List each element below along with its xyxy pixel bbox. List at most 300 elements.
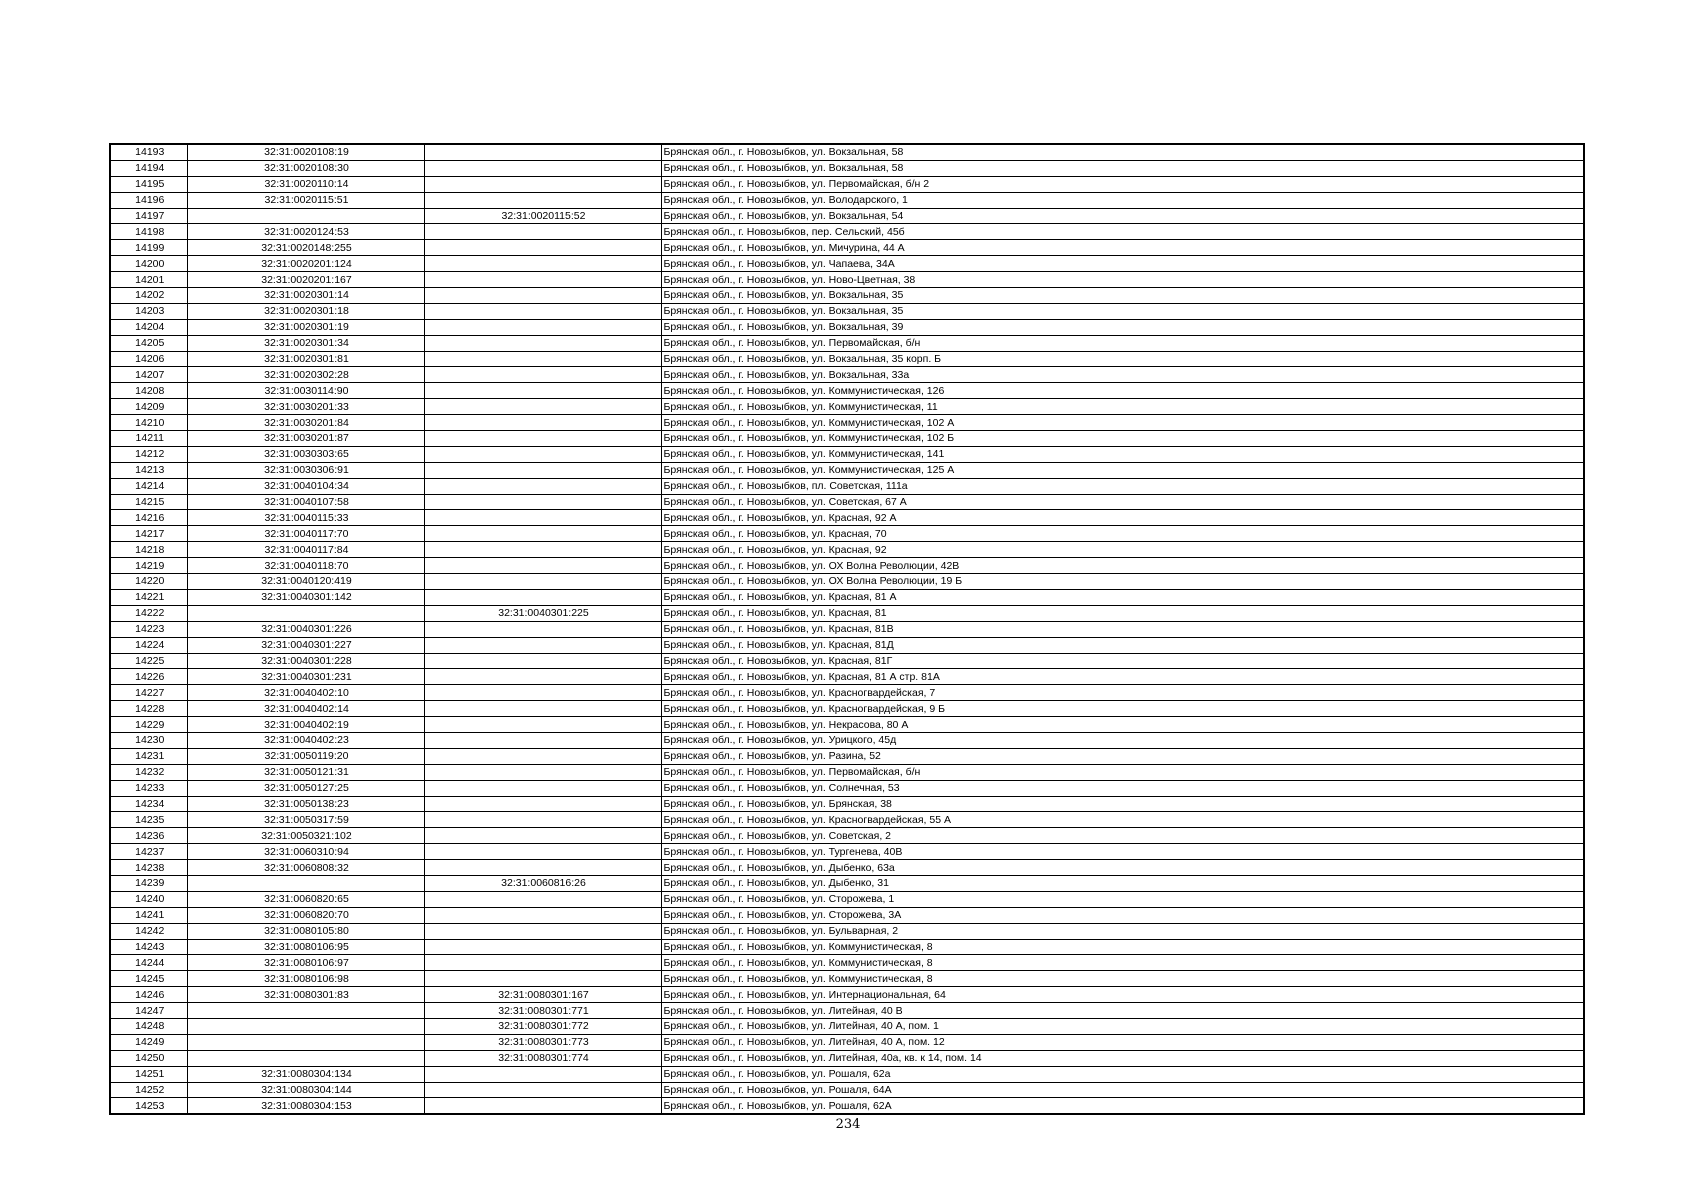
cadastral-number-cell: 32:31:0080105:80 <box>187 923 424 939</box>
row-number-cell: 14249 <box>110 1034 187 1050</box>
cadastral-number-cell: 32:31:0020201:167 <box>187 272 424 288</box>
table-row <box>110 558 1584 574</box>
cadastral-number-cell: 32:31:0040301:231 <box>187 669 424 685</box>
row-number-cell: 14204 <box>110 319 187 335</box>
address-cell: Брянская обл., г. Новозыбков, ул. Рошаля, 62А <box>661 1098 1584 1114</box>
table-row <box>110 415 1584 431</box>
secondary-cadastral-number-cell: 32:31:0060816:26 <box>424 875 661 891</box>
table-row <box>110 1034 1584 1050</box>
address-cell: Брянская обл., г. Новозыбков, ул. Тургенева, 40В <box>661 844 1584 860</box>
table-row <box>110 605 1584 621</box>
address-cell: Брянская обл., г. Новозыбков, ул. Литейная, 40 В <box>661 1003 1584 1019</box>
table-row <box>110 176 1584 192</box>
row-number-cell: 14218 <box>110 542 187 558</box>
cadastral-number-cell: 32:31:0040115:33 <box>187 510 424 526</box>
address-cell: Брянская обл., г. Новозыбков, ул. Первомайская, б/н <box>661 335 1584 351</box>
cadastral-number-cell: 32:31:0020201:124 <box>187 256 424 272</box>
address-cell: Брянская обл., г. Новозыбков, ул. Рошаля, 64А <box>661 1082 1584 1098</box>
row-number-cell: 14233 <box>110 780 187 796</box>
address-cell: Брянская обл., г. Новозыбков, ул. Красная, 81 А <box>661 589 1584 605</box>
row-number-cell: 14195 <box>110 176 187 192</box>
table-row <box>110 526 1584 542</box>
secondary-cadastral-number-cell <box>424 399 661 415</box>
cadastral-number-cell: 32:31:0040402:14 <box>187 701 424 717</box>
secondary-cadastral-number-cell <box>424 748 661 764</box>
address-cell: Брянская обл., г. Новозыбков, ул. Сторожева, 3А <box>661 907 1584 923</box>
row-number-cell: 14213 <box>110 462 187 478</box>
row-number-cell: 14206 <box>110 351 187 367</box>
table-row <box>110 208 1584 224</box>
cadastral-number-cell: 32:31:0080304:144 <box>187 1082 424 1098</box>
address-cell: Брянская обл., г. Новозыбков, пер. Сельский, 45б <box>661 224 1584 240</box>
secondary-cadastral-number-cell <box>424 351 661 367</box>
cadastral-number-cell: 32:31:0050321:102 <box>187 828 424 844</box>
table-row <box>110 780 1584 796</box>
secondary-cadastral-number-cell <box>424 796 661 812</box>
row-number-cell: 14227 <box>110 685 187 701</box>
table-row <box>110 383 1584 399</box>
table-row <box>110 319 1584 335</box>
table-row <box>110 351 1584 367</box>
secondary-cadastral-number-cell: 32:31:0080301:772 <box>424 1018 661 1034</box>
cadastral-number-cell <box>187 605 424 621</box>
cadastral-number-cell: 32:31:0020302:28 <box>187 367 424 383</box>
address-cell: Брянская обл., г. Новозыбков, ул. Коммунистическая, 102 Б <box>661 431 1584 447</box>
secondary-cadastral-number-cell: 32:31:0080301:773 <box>424 1034 661 1050</box>
secondary-cadastral-number-cell <box>424 542 661 558</box>
cadastral-number-cell: 32:31:0040120:419 <box>187 574 424 590</box>
row-number-cell: 14240 <box>110 891 187 907</box>
secondary-cadastral-number-cell <box>424 732 661 748</box>
row-number-cell: 14221 <box>110 589 187 605</box>
row-number-cell: 14201 <box>110 272 187 288</box>
address-cell: Брянская обл., г. Новозыбков, ул. Рошаля, 62а <box>661 1066 1584 1082</box>
address-cell: Брянская обл., г. Новозыбков, ул. Вокзальная, 33а <box>661 367 1584 383</box>
address-cell: Брянская обл., г. Новозыбков, ул. Первомайская, б/н <box>661 764 1584 780</box>
cadastral-number-cell: 32:31:0060808:32 <box>187 860 424 876</box>
row-number-cell: 14225 <box>110 653 187 669</box>
address-cell: Брянская обл., г. Новозыбков, ул. Брянская, 38 <box>661 796 1584 812</box>
table-row <box>110 987 1584 1003</box>
row-number-cell: 14198 <box>110 224 187 240</box>
cadastral-number-cell: 32:31:0040402:10 <box>187 685 424 701</box>
address-cell: Брянская обл., г. Новозыбков, ул. Вокзальная, 35 <box>661 288 1584 304</box>
table-row <box>110 796 1584 812</box>
row-number-cell: 14231 <box>110 748 187 764</box>
address-cell: Брянская обл., г. Новозыбков, ул. Вокзальная, 58 <box>661 160 1584 176</box>
row-number-cell: 14232 <box>110 764 187 780</box>
secondary-cadastral-number-cell <box>424 160 661 176</box>
secondary-cadastral-number-cell <box>424 971 661 987</box>
cadastral-number-cell <box>187 1003 424 1019</box>
cadastral-number-cell: 32:31:0030303:65 <box>187 446 424 462</box>
table-row <box>110 844 1584 860</box>
secondary-cadastral-number-cell <box>424 907 661 923</box>
cadastral-number-cell: 32:31:0030201:84 <box>187 415 424 431</box>
secondary-cadastral-number-cell <box>424 494 661 510</box>
secondary-cadastral-number-cell <box>424 256 661 272</box>
address-cell: Брянская обл., г. Новозыбков, ул. Бульварная, 2 <box>661 923 1584 939</box>
row-number-cell: 14242 <box>110 923 187 939</box>
address-cell: Брянская обл., г. Новозыбков, ул. Красногвардейская, 55 А <box>661 812 1584 828</box>
cadastral-number-cell: 32:31:0020148:255 <box>187 240 424 256</box>
cadastral-number-cell <box>187 1050 424 1066</box>
address-cell: Брянская обл., г. Новозыбков, ул. Ново-Цветная, 38 <box>661 272 1584 288</box>
table-row <box>110 653 1584 669</box>
row-number-cell: 14220 <box>110 574 187 590</box>
cadastral-number-cell: 32:31:0060310:94 <box>187 844 424 860</box>
row-number-cell: 14245 <box>110 971 187 987</box>
row-number-cell: 14210 <box>110 415 187 431</box>
cadastral-number-cell: 32:31:0080106:97 <box>187 955 424 971</box>
secondary-cadastral-number-cell <box>424 828 661 844</box>
secondary-cadastral-number-cell <box>424 288 661 304</box>
table-row <box>110 717 1584 733</box>
cadastral-number-cell: 32:31:0020301:81 <box>187 351 424 367</box>
secondary-cadastral-number-cell <box>424 891 661 907</box>
secondary-cadastral-number-cell: 32:31:0080301:771 <box>424 1003 661 1019</box>
address-cell: Брянская обл., г. Новозыбков, ул. Коммунистическая, 8 <box>661 939 1584 955</box>
secondary-cadastral-number-cell <box>424 955 661 971</box>
cadastral-number-cell: 32:31:0020301:19 <box>187 319 424 335</box>
table-row <box>110 494 1584 510</box>
cadastral-number-cell: 32:31:0040104:34 <box>187 478 424 494</box>
address-cell: Брянская обл., г. Новозыбков, ул. Красногвардейская, 9 Б <box>661 701 1584 717</box>
secondary-cadastral-number-cell <box>424 319 661 335</box>
cadastral-number-cell: 32:31:0080304:134 <box>187 1066 424 1082</box>
address-cell: Брянская обл., г. Новозыбков, ул. Володарского, 1 <box>661 192 1584 208</box>
row-number-cell: 14252 <box>110 1082 187 1098</box>
cadastral-number-cell: 32:31:0040117:70 <box>187 526 424 542</box>
secondary-cadastral-number-cell <box>424 923 661 939</box>
secondary-cadastral-number-cell <box>424 764 661 780</box>
secondary-cadastral-number-cell <box>424 701 661 717</box>
row-number-cell: 14244 <box>110 955 187 971</box>
secondary-cadastral-number-cell: 32:31:0040301:225 <box>424 605 661 621</box>
cadastral-number-cell: 32:31:0080106:95 <box>187 939 424 955</box>
address-cell: Брянская обл., г. Новозыбков, ул. Красная, 70 <box>661 526 1584 542</box>
address-cell: Брянская обл., г. Новозыбков, ул. Литейная, 40 А, пом. 12 <box>661 1034 1584 1050</box>
row-number-cell: 14253 <box>110 1098 187 1114</box>
address-cell: Брянская обл., г. Новозыбков, ул. Разина, 52 <box>661 748 1584 764</box>
cadastral-number-cell: 32:31:0060820:70 <box>187 907 424 923</box>
table-row <box>110 701 1584 717</box>
table-row <box>110 462 1584 478</box>
row-number-cell: 14248 <box>110 1018 187 1034</box>
row-number-cell: 14236 <box>110 828 187 844</box>
address-cell: Брянская обл., г. Новозыбков, пл. Советская, 111а <box>661 478 1584 494</box>
address-cell: Брянская обл., г. Новозыбков, ул. ОХ Волна Революции, 19 Б <box>661 574 1584 590</box>
table-row <box>110 272 1584 288</box>
secondary-cadastral-number-cell <box>424 939 661 955</box>
cadastral-number-cell <box>187 208 424 224</box>
address-cell: Брянская обл., г. Новозыбков, ул. Красная, 81Д <box>661 637 1584 653</box>
secondary-cadastral-number-cell <box>424 431 661 447</box>
row-number-cell: 14250 <box>110 1050 187 1066</box>
table-row <box>110 1050 1584 1066</box>
address-cell: Брянская обл., г. Новозыбков, ул. Коммунистическая, 125 А <box>661 462 1584 478</box>
secondary-cadastral-number-cell <box>424 335 661 351</box>
cadastral-number-cell: 32:31:0030114:90 <box>187 383 424 399</box>
row-number-cell: 14203 <box>110 303 187 319</box>
secondary-cadastral-number-cell <box>424 176 661 192</box>
cadastral-number-cell: 32:31:0080106:98 <box>187 971 424 987</box>
row-number-cell: 14246 <box>110 987 187 1003</box>
row-number-cell: 14216 <box>110 510 187 526</box>
cadastral-number-cell: 32:31:0020108:19 <box>187 144 424 160</box>
address-cell: Брянская обл., г. Новозыбков, ул. Мичурина, 44 А <box>661 240 1584 256</box>
cadastral-number-cell: 32:31:0080301:83 <box>187 987 424 1003</box>
cadastral-number-cell: 32:31:0020301:34 <box>187 335 424 351</box>
cadastral-number-cell: 32:31:0080304:153 <box>187 1098 424 1114</box>
address-cell: Брянская обл., г. Новозыбков, ул. Красная, 92 <box>661 542 1584 558</box>
row-number-cell: 14251 <box>110 1066 187 1082</box>
address-cell: Брянская обл., г. Новозыбков, ул. Коммунистическая, 126 <box>661 383 1584 399</box>
table-row <box>110 907 1584 923</box>
table-row <box>110 589 1584 605</box>
secondary-cadastral-number-cell <box>424 192 661 208</box>
row-number-cell: 14234 <box>110 796 187 812</box>
table-row <box>110 669 1584 685</box>
address-cell: Брянская обл., г. Новозыбков, ул. Интернациональная, 64 <box>661 987 1584 1003</box>
address-cell: Брянская обл., г. Новозыбков, ул. Вокзальная, 35 корп. Б <box>661 351 1584 367</box>
secondary-cadastral-number-cell <box>424 574 661 590</box>
secondary-cadastral-number-cell <box>424 589 661 605</box>
address-cell: Брянская обл., г. Новозыбков, ул. Вокзальная, 58 <box>661 144 1584 160</box>
row-number-cell: 14223 <box>110 621 187 637</box>
table-row <box>110 224 1584 240</box>
table-row <box>110 542 1584 558</box>
table-row <box>110 955 1584 971</box>
row-number-cell: 14211 <box>110 431 187 447</box>
table-row <box>110 510 1584 526</box>
cadastral-number-cell: 32:31:0050138:23 <box>187 796 424 812</box>
cadastral-number-cell: 32:31:0040402:23 <box>187 732 424 748</box>
cadastral-number-cell: 32:31:0040301:226 <box>187 621 424 637</box>
cadastral-number-cell: 32:31:0050127:25 <box>187 780 424 796</box>
row-number-cell: 14237 <box>110 844 187 860</box>
table-body <box>110 144 1584 1114</box>
row-number-cell: 14247 <box>110 1003 187 1019</box>
table-row <box>110 240 1584 256</box>
address-cell: Брянская обл., г. Новозыбков, ул. Красная, 81 А стр. 81А <box>661 669 1584 685</box>
secondary-cadastral-number-cell <box>424 446 661 462</box>
row-number-cell: 14222 <box>110 605 187 621</box>
table-row <box>110 256 1584 272</box>
table-row <box>110 923 1584 939</box>
address-cell: Брянская обл., г. Новозыбков, ул. Коммунистическая, 11 <box>661 399 1584 415</box>
row-number-cell: 14212 <box>110 446 187 462</box>
address-cell: Брянская обл., г. Новозыбков, ул. Вокзальная, 35 <box>661 303 1584 319</box>
address-cell: Брянская обл., г. Новозыбков, ул. Коммунистическая, 141 <box>661 446 1584 462</box>
address-cell: Брянская обл., г. Новозыбков, ул. Дыбенко, 63а <box>661 860 1584 876</box>
table-row <box>110 1066 1584 1082</box>
cadastral-number-cell <box>187 1018 424 1034</box>
row-number-cell: 14241 <box>110 907 187 923</box>
secondary-cadastral-number-cell <box>424 526 661 542</box>
secondary-cadastral-number-cell <box>424 383 661 399</box>
table-row <box>110 939 1584 955</box>
address-cell: Брянская обл., г. Новозыбков, ул. Вокзальная, 54 <box>661 208 1584 224</box>
table-row <box>110 478 1584 494</box>
row-number-cell: 14194 <box>110 160 187 176</box>
secondary-cadastral-number-cell <box>424 272 661 288</box>
address-cell: Брянская обл., г. Новозыбков, ул. ОХ Волна Революции, 42В <box>661 558 1584 574</box>
table-row <box>110 748 1584 764</box>
table-row <box>110 621 1584 637</box>
table-row <box>110 367 1584 383</box>
address-cell: Брянская обл., г. Новозыбков, ул. Советская, 2 <box>661 828 1584 844</box>
cadastral-number-cell: 32:31:0030201:87 <box>187 431 424 447</box>
secondary-cadastral-number-cell: 32:31:0020115:52 <box>424 208 661 224</box>
row-number-cell: 14193 <box>110 144 187 160</box>
cadastral-number-cell: 32:31:0040301:228 <box>187 653 424 669</box>
secondary-cadastral-number-cell: 32:31:0080301:774 <box>424 1050 661 1066</box>
cadastral-number-cell: 32:31:0020108:30 <box>187 160 424 176</box>
address-cell: Брянская обл., г. Новозыбков, ул. Коммунистическая, 8 <box>661 955 1584 971</box>
row-number-cell: 14196 <box>110 192 187 208</box>
secondary-cadastral-number-cell: 32:31:0080301:167 <box>424 987 661 1003</box>
table-row <box>110 288 1584 304</box>
row-number-cell: 14208 <box>110 383 187 399</box>
row-number-cell: 14219 <box>110 558 187 574</box>
secondary-cadastral-number-cell <box>424 844 661 860</box>
cadastral-number-cell: 32:31:0020110:14 <box>187 176 424 192</box>
table-row <box>110 303 1584 319</box>
table-row <box>110 1018 1584 1034</box>
table-row <box>110 574 1584 590</box>
secondary-cadastral-number-cell <box>424 303 661 319</box>
row-number-cell: 14197 <box>110 208 187 224</box>
secondary-cadastral-number-cell <box>424 1066 661 1082</box>
address-cell: Брянская обл., г. Новозыбков, ул. Красная, 92 А <box>661 510 1584 526</box>
table-row <box>110 144 1584 160</box>
secondary-cadastral-number-cell <box>424 1082 661 1098</box>
page-number: 234 <box>835 1117 861 1132</box>
address-cell: Брянская обл., г. Новозыбков, ул. Некрасова, 80 А <box>661 717 1584 733</box>
address-cell: Брянская обл., г. Новозыбков, ул. Красногвардейская, 7 <box>661 685 1584 701</box>
secondary-cadastral-number-cell <box>424 462 661 478</box>
row-number-cell: 14200 <box>110 256 187 272</box>
secondary-cadastral-number-cell <box>424 558 661 574</box>
address-cell: Брянская обл., г. Новозыбков, ул. Чапаева, 34А <box>661 256 1584 272</box>
table-row <box>110 192 1584 208</box>
cadastral-number-cell: 32:31:0020301:14 <box>187 288 424 304</box>
cadastral-number-cell: 32:31:0030201:33 <box>187 399 424 415</box>
secondary-cadastral-number-cell <box>424 780 661 796</box>
address-cell: Брянская обл., г. Новозыбков, ул. Литейная, 40 А, пом. 1 <box>661 1018 1584 1034</box>
cadastral-number-cell <box>187 1034 424 1050</box>
row-number-cell: 14199 <box>110 240 187 256</box>
cadastral-number-cell: 32:31:0050119:20 <box>187 748 424 764</box>
table-row <box>110 971 1584 987</box>
cadastral-number-cell: 32:31:0040118:70 <box>187 558 424 574</box>
secondary-cadastral-number-cell <box>424 367 661 383</box>
secondary-cadastral-number-cell <box>424 1098 661 1114</box>
table-row <box>110 446 1584 462</box>
table-row <box>110 1003 1584 1019</box>
secondary-cadastral-number-cell <box>424 510 661 526</box>
table-row <box>110 764 1584 780</box>
address-cell: Брянская обл., г. Новозыбков, ул. Коммунистическая, 8 <box>661 971 1584 987</box>
secondary-cadastral-number-cell <box>424 812 661 828</box>
table-row <box>110 875 1584 891</box>
cadastral-number-cell: 32:31:0050121:31 <box>187 764 424 780</box>
cadastral-number-cell: 32:31:0020115:51 <box>187 192 424 208</box>
secondary-cadastral-number-cell <box>424 144 661 160</box>
secondary-cadastral-number-cell <box>424 653 661 669</box>
address-cell: Брянская обл., г. Новозыбков, ул. Коммунистическая, 102 А <box>661 415 1584 431</box>
secondary-cadastral-number-cell <box>424 637 661 653</box>
table-row <box>110 732 1584 748</box>
address-cell: Брянская обл., г. Новозыбков, ул. Красная, 81В <box>661 621 1584 637</box>
row-number-cell: 14215 <box>110 494 187 510</box>
secondary-cadastral-number-cell <box>424 621 661 637</box>
address-cell: Брянская обл., г. Новозыбков, ул. Советская, 67 А <box>661 494 1584 510</box>
address-cell: Брянская обл., г. Новозыбков, ул. Дыбенко, 31 <box>661 875 1584 891</box>
property-table <box>109 143 1585 1115</box>
table-row <box>110 431 1584 447</box>
row-number-cell: 14228 <box>110 701 187 717</box>
table-row <box>110 335 1584 351</box>
table-row <box>110 1098 1584 1114</box>
secondary-cadastral-number-cell <box>424 240 661 256</box>
table-row <box>110 1082 1584 1098</box>
table-row <box>110 828 1584 844</box>
row-number-cell: 14217 <box>110 526 187 542</box>
cadastral-number-cell: 32:31:0040301:142 <box>187 589 424 605</box>
table-row <box>110 637 1584 653</box>
row-number-cell: 14238 <box>110 860 187 876</box>
cadastral-number-cell: 32:31:0020301:18 <box>187 303 424 319</box>
cadastral-number-cell: 32:31:0040301:227 <box>187 637 424 653</box>
secondary-cadastral-number-cell <box>424 717 661 733</box>
address-cell: Брянская обл., г. Новозыбков, ул. Вокзальная, 39 <box>661 319 1584 335</box>
row-number-cell: 14209 <box>110 399 187 415</box>
address-cell: Брянская обл., г. Новозыбков, ул. Сторожева, 1 <box>661 891 1584 907</box>
row-number-cell: 14202 <box>110 288 187 304</box>
address-cell: Брянская обл., г. Новозыбков, ул. Первомайская, б/н 2 <box>661 176 1584 192</box>
cadastral-number-cell: 32:31:0020124:53 <box>187 224 424 240</box>
row-number-cell: 14229 <box>110 717 187 733</box>
cadastral-number-cell: 32:31:0040107:58 <box>187 494 424 510</box>
table-row <box>110 812 1584 828</box>
cadastral-number-cell: 32:31:0050317:59 <box>187 812 424 828</box>
secondary-cadastral-number-cell <box>424 478 661 494</box>
address-cell: Брянская обл., г. Новозыбков, ул. Красная, 81Г <box>661 653 1584 669</box>
row-number-cell: 14243 <box>110 939 187 955</box>
table-row <box>110 891 1584 907</box>
cadastral-number-cell: 32:31:0040117:84 <box>187 542 424 558</box>
row-number-cell: 14239 <box>110 875 187 891</box>
secondary-cadastral-number-cell <box>424 669 661 685</box>
table-row <box>110 160 1584 176</box>
secondary-cadastral-number-cell <box>424 685 661 701</box>
table-row <box>110 685 1584 701</box>
row-number-cell: 14214 <box>110 478 187 494</box>
address-cell: Брянская обл., г. Новозыбков, ул. Красная, 81 <box>661 605 1584 621</box>
table-row <box>110 860 1584 876</box>
secondary-cadastral-number-cell <box>424 860 661 876</box>
cadastral-number-cell: 32:31:0040402:19 <box>187 717 424 733</box>
address-cell: Брянская обл., г. Новозыбков, ул. Солнечная, 53 <box>661 780 1584 796</box>
address-cell: Брянская обл., г. Новозыбков, ул. Литейная, 40а, кв. к 14, пом. 14 <box>661 1050 1584 1066</box>
row-number-cell: 14230 <box>110 732 187 748</box>
row-number-cell: 14235 <box>110 812 187 828</box>
row-number-cell: 14226 <box>110 669 187 685</box>
address-cell: Брянская обл., г. Новозыбков, ул. Урицкого, 45д <box>661 732 1584 748</box>
row-number-cell: 14205 <box>110 335 187 351</box>
